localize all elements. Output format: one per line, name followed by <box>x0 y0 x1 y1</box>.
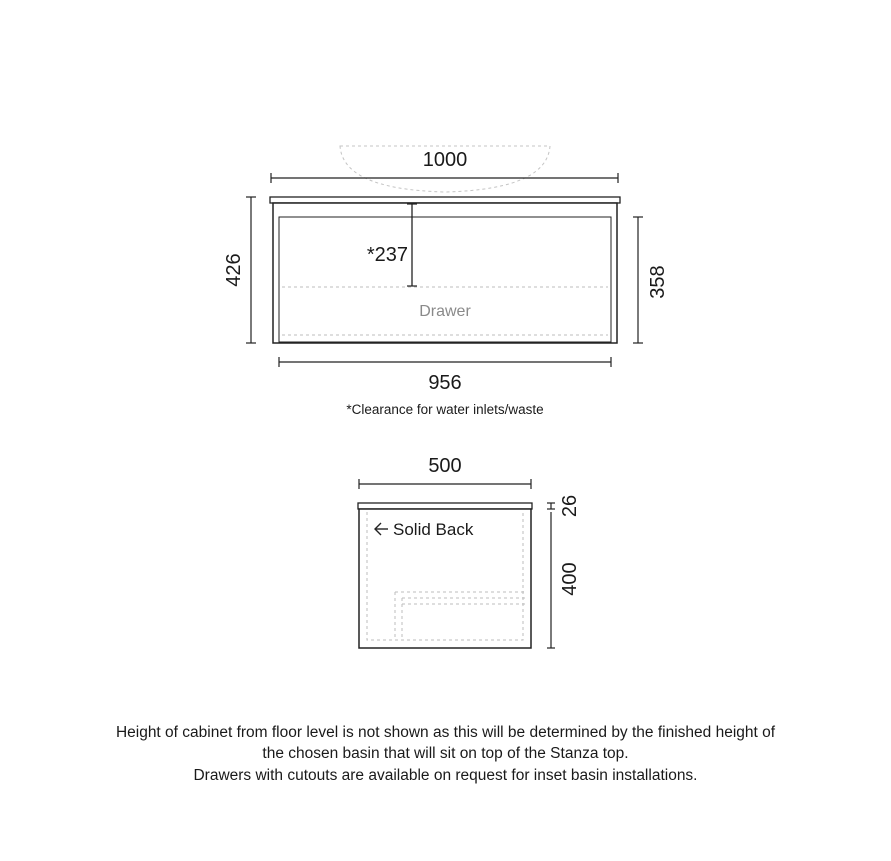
note-line-2: the chosen basin that will sit on top of the Stanza top. <box>262 745 629 762</box>
side-stone-top <box>358 503 532 509</box>
dim-label-956: 956 <box>428 372 462 394</box>
cabinet-body <box>273 203 617 343</box>
front-view <box>223 146 669 417</box>
dim-label-426: 426 <box>223 253 245 287</box>
solid-back-label: Solid Back <box>393 520 474 539</box>
dim-label-358: 358 <box>647 265 669 299</box>
clearance-note: *Clearance for water inlets/waste <box>346 402 544 417</box>
footnotes <box>0 722 891 786</box>
stone-top <box>270 197 620 203</box>
drawer-label: Drawer <box>419 303 471 320</box>
dim-label-500: 500 <box>428 455 462 477</box>
dim-label-237: *237 <box>366 244 408 266</box>
note-line-1: Height of cabinet from floor level is not shown as this will be determined by the finished height of <box>115 724 776 741</box>
dim-label-400: 400 <box>559 562 581 596</box>
side-view <box>358 455 581 648</box>
dim-label-1000: 1000 <box>422 149 468 171</box>
dim-label-26: 26 <box>559 494 581 518</box>
note-line-3: Drawers with cutouts are available on request for inset basin installations. <box>193 767 698 784</box>
